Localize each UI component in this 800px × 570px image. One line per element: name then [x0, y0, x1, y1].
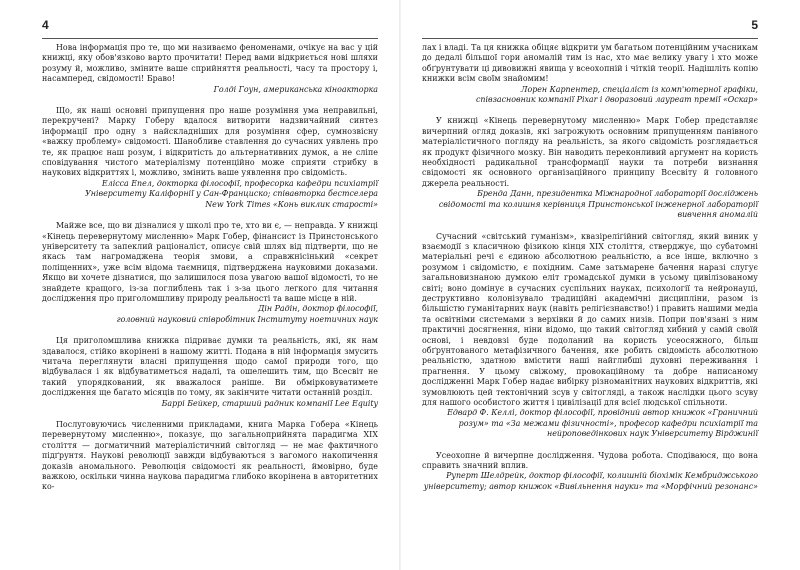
endorsement-attribution: Бренда Данн, президентка Міжнародної лабораторії досліджень	[477, 189, 758, 199]
endorsement	[42, 221, 378, 325]
endorsement-text: Усеохопне й вичерпне дослідження. Чудова робота. Сподіваюся, що вона справить значний вплив.	[422, 450, 758, 471]
endorsement	[42, 106, 378, 210]
endorsement-attribution: Дін Радін, доктор філософії,	[257, 304, 378, 314]
endorsement	[422, 43, 758, 105]
endorsement-text: Що, як наші основні припущення про наше розуміння ума неправильні, перекручені? Марку Гоберу вдалося витворити надзвичайний синтез інформації про одну з найскладніших для розуміння сфер, сумнозвісну «важку проблему» свідомості. Шанобливе ставлення до сучасних уявлень про те, як працює наш розум, і відкритість до альтернативних думок, а не сліпе сповідування чистого матеріалізму потенційно може сприяти стрибку в наукових відкриттях і, можливо, змінить ваше уявлення про свідомість.	[42, 106, 378, 178]
endorsement-attribution: вивчення аномалій	[677, 210, 758, 220]
endorsement-attribution: Елісса Епел, докторка філософії, професорка кафедри психіатрії	[101, 178, 378, 188]
endorsement-attribution: розум» та «За межами фізичності», професор кафедри психіатрії та	[458, 418, 758, 428]
endorsement-text: Послуговуючись численними прикладами, книга Марка Гобера «Кінець перевернутому мисленню», показує, що загальноприйнята парадигма XIX століття — догматичний матеріалістичний світогляд — не має фактичного підґрунтя. Наукові революції завжди відбуваються з вагомого накопичення доказів аномального. Революція свідомості як реальності, ймовірно, буде важкою, оскільки чинна наукова парадигма глибоко вкорінена в авторитетних ко-	[42, 420, 378, 492]
endorsement-attribution: Голді Гоун, американська кіноакторка	[213, 84, 378, 94]
endorsement-attribution: співзасновник компанії Pixar і дворазовий лауреат премії «Оскар»	[476, 95, 758, 105]
endorsement-text: Нова інформація про те, що ми називаємо феноменами, очікує на вас у цій книжці, яку обов'язково варто прочитати! Перед вами відкриється нові шляхи розуму й, можливо, зміните ваше сприйняття реальності, часу та простору і, насамперед, свідомості! Браво!	[42, 43, 378, 84]
header-rule	[42, 38, 378, 39]
endorsement-attribution: нейроповедінкових наук Університету Вірджинії	[547, 429, 758, 439]
endorsement-text: Ця приголомшлива книжка підриває думки та реальність, які, як нам здавалося, стійко вкорінені в нашому житті. Подана в ній інформація змусить читача переглянути власні припущення щодо самої природи того, що відбувалася і як відбуватиметься надалі, та ошелешить тим, що Всесвіт не такий упорядкований, як вважалося раніше. Ви обмірковуватимете дослідження ще багато місяців по тому, як закінчите читати останній розділ.	[42, 336, 378, 398]
endorsement-text: Сучасний «світський гуманізм», квазірелігійний світогляд, який виник у взаємодії з класичною фізикою кінця XIX століття, стверджує, що субатомні матеріальні речі є єдиною абсолютною реальністю, а все інше, включно з розумом і свідомістю, є похідним. Саме затьмарене бачення наразі слугує загальновизнаною думкою еліт громадської думки в усьому цивілізованому світі; воно домінує в сучасних суспільних науках, психології та нейронауці, деструктивно колонізувало традиційні академічні дисципліни, разом із більшістю гуманітарних наук (навіть релігієзнавство!) і править нашими медіа та освітніми системами з верхівки й до самих низів. Попри пов'язані з ним практичні досягнення, ніни відомо, що такий світогляд хибний у самій своїй основі, і невдовзі буде подоланий на користь усеосяжного, більш обґрунтованого метафізичного бачення, яке робить свідомість абсолютною реальністю, здатною вмістити наші найглибші духовні переживання і прагнення. У цьому свіжому, провокаційному та добре написаному дослідженні Марк Гобер надає вибірку різноманітних наукових відкриттів, які зумовлюють цей тектонічний зсув у світогляді, а також наслідки цього зсуву для нашого особистого життя і цивілізації для всієї людської спільноти.	[422, 231, 758, 407]
endorsement-attribution: Лорен Карпентер, спеціаліст із комп'ютерної графіки,	[520, 84, 758, 94]
endorsement-attribution: свідомості та колишня керівниця Принстонської інженерної лабораторії	[438, 199, 758, 209]
endorsement-attribution: головний науковий співробітник Інституту ноетичних наук	[116, 314, 378, 324]
page-number: 4	[42, 18, 49, 32]
endorsement	[422, 116, 758, 220]
endorsement-attribution: університету; автор книжок «Вивільнення науки» та «Морфічний резонанс»	[423, 481, 758, 491]
endorsement-attribution: Руперт Шелдрейк, доктор філософії, колишній біохімік Кембриджського	[446, 471, 758, 481]
right-page	[400, 0, 800, 570]
endorsement	[422, 451, 758, 493]
endorsement	[42, 336, 378, 409]
endorsement-text: У книжці «Кінець перевернутому мисленню» Марк Гобер представляє вичерпний огляд доказів, які загрожують основним припущенням панівного матеріалістичного погляду на реальність, за якого свідомість розглядається як продукт фізичного мозку. Він наводить переконливий аргумент на користь необхідності радикальної трансформації науки та потреби визнання свідомості як основного організаційного принципу Всесвіту й головного джерела реальності.	[422, 116, 758, 188]
endorsement-text: лах і владі. Та ця книжка обіцяє відкрити ум багатьом потенційним учасникам до дедалі більшої гори аномалій тим із нас, хто має велику увагу і хто може обґрунтувати ці дивовижні явища у всеохопній і чіткій теорії. Надішліть копію книжки всім своїм знайомим!	[422, 43, 758, 84]
endorsement-attribution: New York Times «Конь виклик старості»	[205, 199, 378, 209]
header-rule	[422, 38, 758, 39]
page-number: 5	[751, 18, 758, 32]
endorsement	[42, 43, 378, 95]
endorsement-attribution: Університету Каліфорнії у Сан-Франциско; співавторка бестселера	[85, 189, 378, 199]
endorsement	[422, 232, 758, 440]
endorsement-text: Майже все, що ви дізналися у школі про те, хто ви є, — неправда. У книжці «Кінець перевернутому мисленню» Марк Гобер, фінансист із Принстонського університету та запеклий раціоналіст, описує свій шлях від підтверти, що не якась там нагромаджена теорія змови, а справжнісінький «секрет поліщенних», уже всім відома таємниця, підтверджена науковими доказами. Якщо ви хочете дізнатися, що залишилося поза увагою вашої відомості, то не знайдете кращого, із-за поглиблень так і з-за цього легкого для читання дослідження про приголомшливу природу реальності та ваше місце в ній.	[42, 221, 378, 303]
endorsement-attribution: Едвард Ф. Келлі, доктор філософії, провідний автор книжок «Граничний	[447, 408, 758, 418]
endorsement-attribution: Баррі Бейкер, старший радник компанії Lee Equity	[161, 398, 378, 408]
endorsement	[42, 420, 378, 493]
